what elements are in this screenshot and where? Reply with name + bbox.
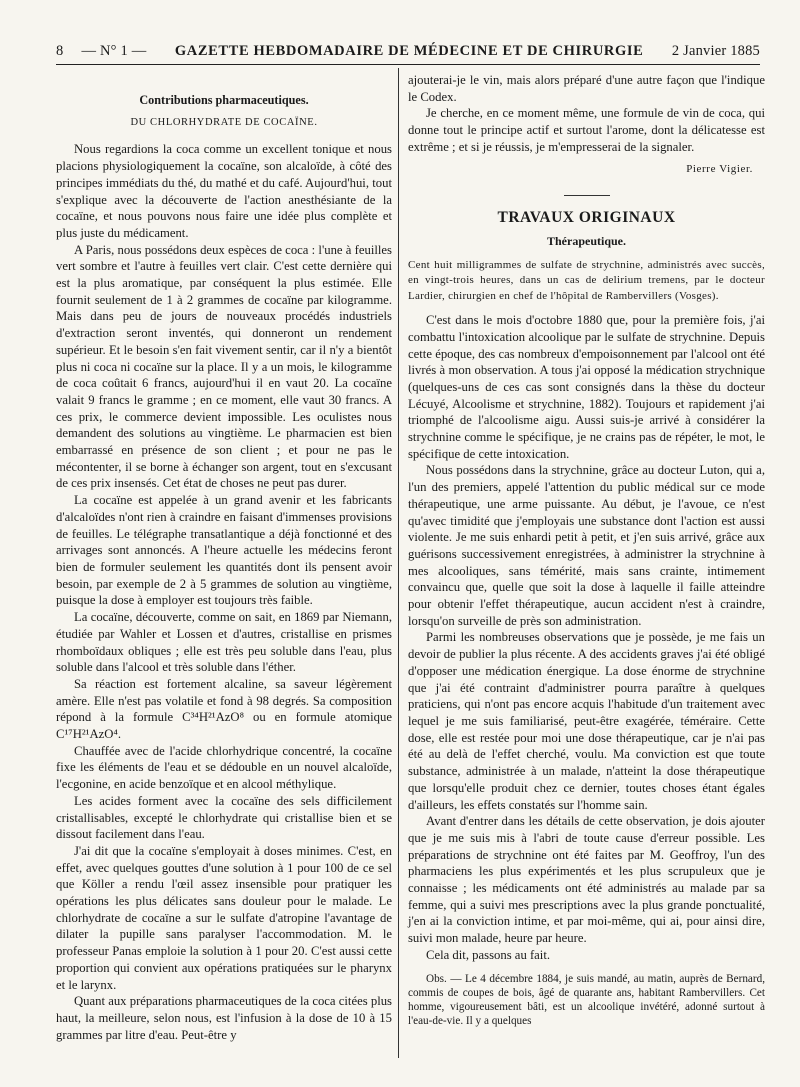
paragraph: Nous possédons dans la strychnine, grâce au docteur Luton, qui a, l'un des premiers, appelé l'attention du public médical sur ce mode thérapeutique, une arme puissante. Au début, je l'avoue, ce n'est qu'avec timidité que j'employais une substance dont l'action est aussi violente. Je me suis enhardi petit à petit, et j'en suis arrivé, grâce aux guérisons successivement enregistrées, à administrer la strychnine à mes alcooliques, sans témérité, mais sans crainte, intimement convaincu que, quelle que soit la dose à laquelle il faille atteindre pour obtenir l'effet thérapeutique, aucun accident n'est à craindre, lorsqu'on surveille de près son administration.: [408, 463, 765, 628]
page-header: [56, 38, 760, 65]
paragraph: La cocaïne, découverte, comme on sait, en 1869 par Niemann, étudiée par Wahler et Lossen et d'autres, cristallise en prismes rhomboïdaux obliques ; elle est très peu soluble dans l'eau, plus soluble dans l'alcool et très soluble dans l'éther.: [56, 610, 392, 675]
left-column: [56, 76, 392, 1043]
paragraph: Nous regardions la coca comme un excellent tonique et nous placions physiologiquement la cocaïne, son alcaloïde, à côté des principes immédiats du thé, du mathé et du café. Aujourd'hui, tout s'explique avec la découverte de l'action anesthésiante de la cocaïne, et nous pouvons nous faire une idée plus complète et plus juste du médicament.: [56, 142, 392, 240]
article-title: Cent huit milligrammes de sulfate de strychnine, administrés avec succès, en vingt-trois heures, dans un cas de delirium tremens, par le docteur Lardier, chirurgien en chef de l'hôpital de Rambervillers (Vosges).: [408, 258, 765, 302]
paragraph: Quant aux préparations pharmaceutiques de la coca citées plus haut, la meilleure, selon nous, est l'infusion à la dose de 10 à 15 grammes par litre d'eau. Peut-être y: [56, 994, 392, 1042]
right-column: [408, 72, 765, 1028]
paragraph: Avant d'entrer dans les détails de cette observation, je dois ajouter que je me suis mis à l'abri de toute cause d'erreur possible. Les préparations de strychnine ont été faites par M. Geoffroy, l'un des pharmaciens les plus expérimentés et les plus scrupuleux que je connaisse ; les médicaments ont été administrés au malade par sa femme, qui a suivi mes prescriptions avec la plus grande ponctualité, j'en ai la conviction intime, et par moi-même, qui ai, pour ainsi dire, suivi mon malade, heure par heure.: [408, 814, 765, 946]
section-divider: [564, 195, 610, 196]
section-heading: TRAVAUX ORIGINAUX: [497, 209, 676, 227]
paragraph: J'ai dit que la cocaïne s'employait à doses minimes. C'est, en effet, avec quelques gouttes d'une solution à 1 pour 100 de ce sel que Köller a rendu l'œil assez insensible pour pratiquer les opérations les plus délicates sans douleur pour le malade. Le chlorhydrate de cocaïne a sur le sulfate d'atropine l'avantage de dilater la pupille sans paralyser l'accommodation. M. le professeur Panas emploie la solution à 1 pour 20. C'est aussi cette proportion qui convient aux opérations pratiquées sur le pharynx et le larynx.: [56, 843, 392, 992]
observation-paragraph: Obs. — Le 4 décembre 1884, je suis mandé, au matin, auprès de Bernard, commis de coupes de bois, âgé de quarante ans, habitant Rambervillers. Cet homme, vigoureusement bâti, est un alcoolique invétéré, adonné surtout à l'eau-de-vie. Il y a quelques: [408, 972, 765, 1028]
page-number: 8: [56, 42, 64, 59]
issue-date: 2 Janvier 1885: [671, 42, 760, 59]
paragraph: Sa réaction est fortement alcaline, sa saveur légèrement amère. Elle n'est pas volatile et fond à 98 degrés. Sa composition répond à la formule C³⁴H²¹AzO⁸ ou en formule atomique C¹⁷H²¹AzO⁴.: [56, 676, 392, 742]
paragraph: Chauffée avec de l'acide chlorhydrique concentré, la cocaïne fixe les éléments de l'eau et se dédouble en un nouvel alcaloïde, l'ecgonine, en acide benzoïque et en alcool méthylique.: [56, 743, 392, 792]
column-divider: [398, 68, 399, 1058]
paragraph: Les acides forment avec la cocaïne des sels difficilement cristallisables, excepté le chlorhydrate qui cristallise bien et se dissout facilement dans l'eau.: [56, 793, 392, 842]
journal-title: GAZETTE HEBDOMADAIRE DE MÉDECINE ET DE CHIRURGIE: [174, 42, 644, 59]
issue-number: — N° 1 —: [81, 42, 147, 59]
paragraph: La cocaïne est appelée à un grand avenir et les fabricants d'alcaloïdes n'ont rien à craindre en faisant d'immenses provisions de feuilles. Le télégraphe transatlantique a déjà fonctionné et des arrivages sont annoncés. A l'heure actuelle les médecins feront bien de formuler seulement les quantités dont ils pensent avoir besoin, par exemple de 2 à 5 grammes de solution au vingtième, puisque la dose à employer est toujours très faible.: [56, 493, 392, 608]
signature-text: Pierre Vigier.: [686, 162, 753, 175]
continuation-paragraph: ajouterai-je le vin, mais alors préparé d'une autre façon que l'indique le Codex.: [408, 73, 765, 104]
paragraph: Cela dit, passons au fait.: [426, 947, 551, 962]
paragraph: Parmi les nombreuses observations que je possède, je me fais un devoir de publier la plus récente. A des accidents graves j'ai été obligé d'opposer une médication énergique. La dose énorme de strychnine que j'ai été contraint d'administrer pourra paraître à quelques praticiens, qui n'ont pas encore acquis l'habitude d'un traitement avec lequel je me suis familiarisé, peut-être exagérée, téméraire. Cette dose, elle est restée pour moi une dose thérapeutique, car je n'ai pas été au delà de l'effet cherché, voulu. Ma conviction est que toute substance, administrée à un malade, n'atteint la dose thérapeutique que lorsqu'elle produit chez ce dernier, toutes choses étant égales d'ailleurs, les effets constatés sur l'homme sain.: [408, 630, 765, 812]
section-title: Contributions pharmaceutiques.: [139, 93, 309, 107]
paragraph: C'est dans le mois d'octobre 1880 que, pour la première fois, j'ai combattu l'intoxication alcoolique par le sulfate de strychnine. Depuis cette époque, des cas nombreux d'empoisonnement par l'alcool ont été livrés à mon observation. A tous j'ai opposé la médication strychnique (quelques-uns de ces cas sont consignés dans la thèse du docteur Lécuyé, Alcoolisme et strychnine, 1882). Toujours et rapidement j'ai triomphé de l'alcoolisme aigu. Aussi suis-je arrivé à considérer la strychnine comme le spécifique, je ne crains pas de répéter, le mot, le spécifique de cette intoxication.: [408, 313, 765, 461]
section-subtitle: DU CHLORHYDRATE DE COCAÏNE.: [130, 116, 318, 128]
paragraph: A Paris, nous possédons deux espèces de coca : l'une à feuilles vert sombre et l'autre à feuilles vert clair. C'est cette dernière qui est la plus aromatique, par conséquent la plus estimée. Elle fournit seulement de 1 à 2 grammes de cocaïne par kilogramme. Mais dans peu de jours de nouveaux procédés industriels d'extraction seront inventés, qui donneront un rendement supérieur. Et le besoin s'en fait vivement sentir, car il n'y a bientôt plus ni coca ni cocaïne sur la place. Il y a un mois, le kilogramme de coca coûtait 6 francs, aujourd'hui il en vaut 20. La cocaïne valait 9 francs le gramme ; en ce moment, elle vaut 30 francs. A ces prix, le commerce devient impossible. Les oculistes nous demandent des solutions au vingtième. Le pharmacien est bien embarrassé en présence de son client ; et pour ne pas le mécontenter, il se borne à échanger son argent, tout en s'excusant de ces prix insensés. Cet état de choses ne peut pas durer.: [56, 242, 392, 491]
subsection-heading: Thérapeutique.: [546, 233, 626, 248]
author-signature: [408, 160, 753, 178]
header-left: [56, 43, 146, 60]
continuation-paragraph: Je cherche, en ce moment même, une formule de vin de coca, qui donne tout le principe actif et surtout l'arome, dont la délicatesse est extrême ; et si je réussis, je m'empresserai de la signaler.: [408, 106, 765, 154]
